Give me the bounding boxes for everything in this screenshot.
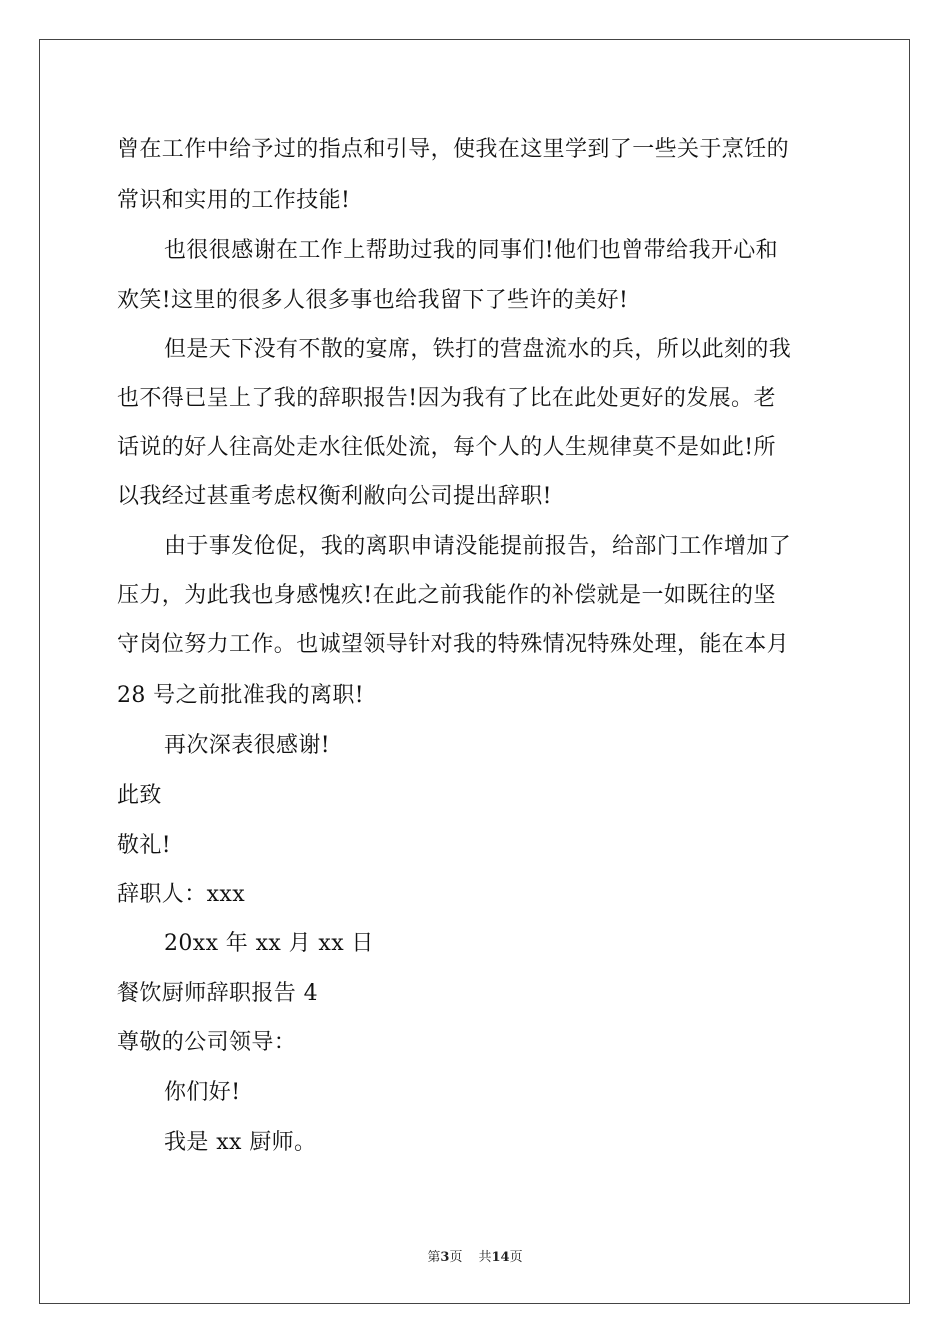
body-line: 话说的好人往高处走水往低处流，每个人的人生规律莫不是如此!所 — [117, 435, 776, 460]
page-footer — [0, 1246, 950, 1265]
body-line: 曾在工作中给予过的指点和引导，使我在这里学到了一些关于烹饪的 — [117, 137, 790, 162]
page-suffix: 页 — [449, 1250, 463, 1265]
body-line: 欢笑!这里的很多人很多事也给我留下了些许的美好! — [117, 288, 629, 313]
body-line: 压力，为此我也身感愧疚!在此之前我能作的补偿就是一如既往的坚 — [117, 583, 776, 608]
greeting-recipient: 尊敬的公司领导： — [117, 1030, 297, 1055]
page-border — [39, 39, 910, 1304]
salutation-jingli: 敬礼! — [117, 833, 172, 858]
body-line: 由于事发伧促，我的离职申请没能提前报告，给部门工作增加了 — [164, 534, 792, 559]
current-page-number: 3 — [440, 1250, 450, 1265]
section-title: 餐饮厨师辞职报告 4 — [117, 981, 318, 1006]
body-line: 以我经过甚重考虑权衡利敝向公司提出辞职! — [117, 484, 552, 509]
body-line: 我是 xx 厨师。 — [164, 1130, 317, 1155]
body-line: 28 号之前批准我的离职! — [117, 683, 365, 708]
total-prefix: 共 — [478, 1250, 492, 1265]
closing-thanks: 再次深表很感谢! — [164, 733, 331, 758]
signature-date: 20xx 年 xx 月 xx 日 — [164, 931, 374, 956]
total-suffix: 页 — [509, 1250, 523, 1265]
body-line: 也不得已呈上了我的辞职报告!因为我有了比在此处更好的发展。老 — [117, 386, 776, 411]
signature-name: 辞职人：xxx — [117, 882, 246, 907]
greeting-hello: 你们好! — [164, 1080, 241, 1105]
total-page-number: 14 — [491, 1250, 510, 1265]
body-line: 守岗位努力工作。也诚望领导针对我的特殊情况特殊处理，能在本月 — [117, 632, 790, 657]
body-line: 也很很感谢在工作上帮助过我的同事们!他们也曾带给我开心和 — [164, 238, 779, 263]
page-prefix: 第 — [427, 1250, 441, 1265]
salutation-cizhi: 此致 — [117, 783, 162, 808]
body-line: 常识和实用的工作技能! — [117, 188, 351, 213]
body-line: 但是天下没有不散的宴席，铁打的营盘流水的兵，所以此刻的我 — [164, 337, 792, 362]
